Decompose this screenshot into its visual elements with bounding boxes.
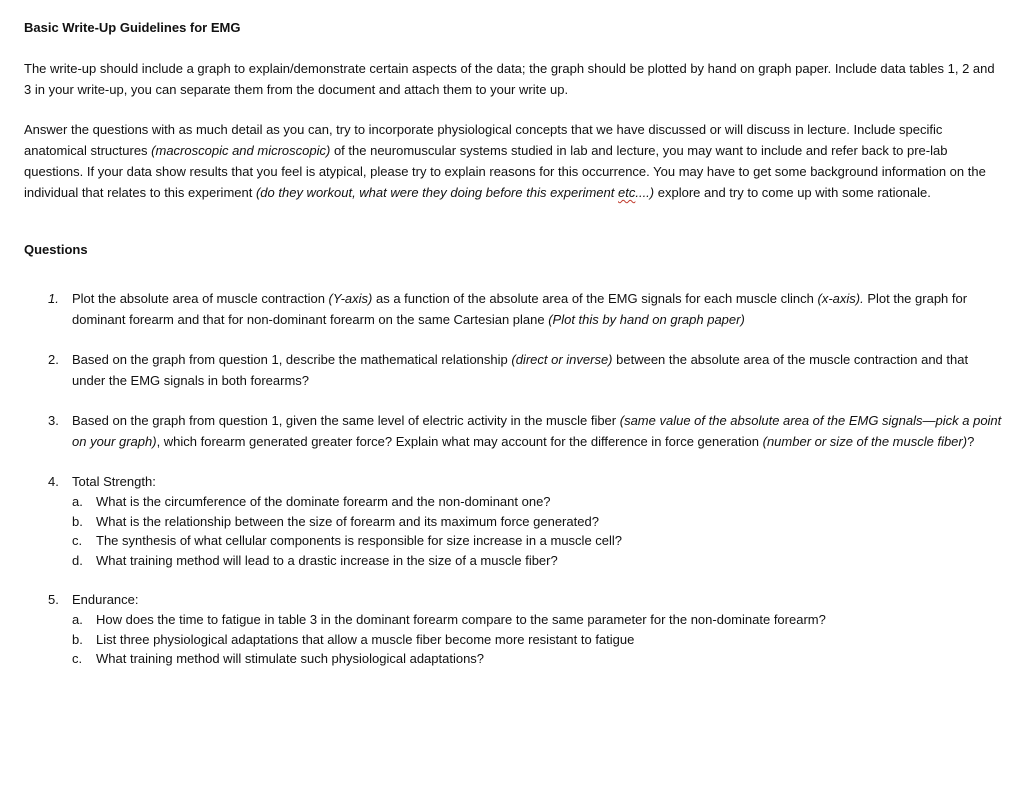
subquestion-item [72,531,1004,551]
question-number: 4. [48,474,59,489]
question-italic: (Y-axis) [328,291,373,306]
intro-paragraph: The write-up should include a graph to explain/demonstrate certain aspects of the data; the graph should be plotted by hand on graph paper. Include data tables 1, 2 and 3 in your write-up, you can separate them from the document and attach them to your write up. [24,61,995,97]
instructions-italic-1: (macroscopic and microscopic) [151,143,331,158]
question-5 [24,589,1004,669]
subquestion-text: What is the circumference of the dominate forearm and the non-dominant one? [96,494,551,509]
subquestion-label: c. [72,651,83,666]
instructions-text-2: of the neuromuscular systems studied in lab and lecture, you may want to include and refer back to pre-lab questions. If your data show results that you feel is atypical, please try to explain reasons for this occurrence. You may have to get some background information on the individual that relates to this experiment [24,143,986,200]
question-text: Plot the absolute area of muscle contraction [72,291,329,306]
subquestion-item [72,492,1004,512]
subquestion-label: d. [72,552,83,568]
subquestion-label: b. [72,513,83,529]
question-1 [24,288,1004,330]
question-italic: (x-axis). [817,291,864,306]
question-number: 1. [48,291,59,306]
subquestion-item [72,630,1004,650]
question-number: 2. [48,352,59,367]
questions-list [24,288,1004,669]
question-number: 3. [48,413,59,428]
subquestion-text: What training method will lead to a drastic increase in the size of a muscle fiber? [96,552,558,568]
question-text: Based on the graph from question 1, describe the mathematical relationship [72,352,512,367]
instructions-text-1: Answer the questions with as much detail as you can, try to incorporate physiological concepts that we have discussed or will discuss in lecture. Include specific anatomical structures [24,122,943,158]
subquestion-text: How does the time to fatigue in table 3 in the dominant forearm compare to the same parameter for the non-dominate forearm? [96,612,826,627]
subquestion-list [72,610,1004,669]
subquestion-text: What is the relationship between the size of forearm and its maximum force generated? [96,513,599,529]
question-text: between the absolute area of the muscle contraction and that under the EMG signals in both forearms? [72,352,969,388]
spellcheck-squiggle-word: etc [618,185,636,200]
questions-heading: Questions [24,242,88,257]
question-italic: (number or size of the muscle fiber) [762,434,968,449]
subquestion-item [72,551,1004,571]
question-italic: (direct or inverse) [511,352,613,367]
question-heading: Total Strength: [72,474,156,489]
subquestion-item [72,649,1004,669]
question-text: ? [967,434,975,449]
instructions-italic-3: ....) [635,185,655,200]
instructions-italic-2: (do they workout, what were they doing before this experiment [255,185,618,200]
subquestion-text: List three physiological adaptations that allow a muscle fiber become more resistant to fatigue [96,631,635,647]
subquestion-label: a. [72,494,83,509]
instructions-text-3: explore and try to come up with some rationale. [654,185,931,200]
subquestion-label: a. [72,612,83,627]
subquestion-list [72,492,1004,570]
question-2 [24,349,1004,391]
question-heading: Endurance: [72,592,139,607]
question-italic: (Plot this by hand on graph paper) [548,312,745,327]
subquestion-item [72,610,1004,630]
question-text: , which forearm generated greater force? Explain what may account for the difference in force generation [156,434,763,449]
subquestion-item [72,512,1004,532]
question-italic: (same value of the absolute area of the EMG signals—pick a point on your graph) [72,413,1002,449]
subquestion-text: What training method will stimulate such physiological adaptations? [96,651,485,666]
question-3 [24,410,1004,452]
question-number: 5. [48,592,59,607]
subquestion-label: b. [72,631,83,647]
question-4 [24,471,1004,570]
question-text: as a function of the absolute area of the EMG signals for each muscle clinch [372,291,818,306]
instructions-paragraph [24,119,1004,203]
document-title: Basic Write-Up Guidelines for EMG [24,20,241,35]
subquestion-label: c. [72,533,83,548]
question-text: Based on the graph from question 1, given the same level of electric activity in the muscle fiber [72,413,620,428]
subquestion-text: The synthesis of what cellular components is responsible for size increase in a muscle cell? [96,533,623,548]
question-text: Plot the graph for dominant forearm and that for non-dominant forearm on the same Cartesian plane [72,291,968,327]
